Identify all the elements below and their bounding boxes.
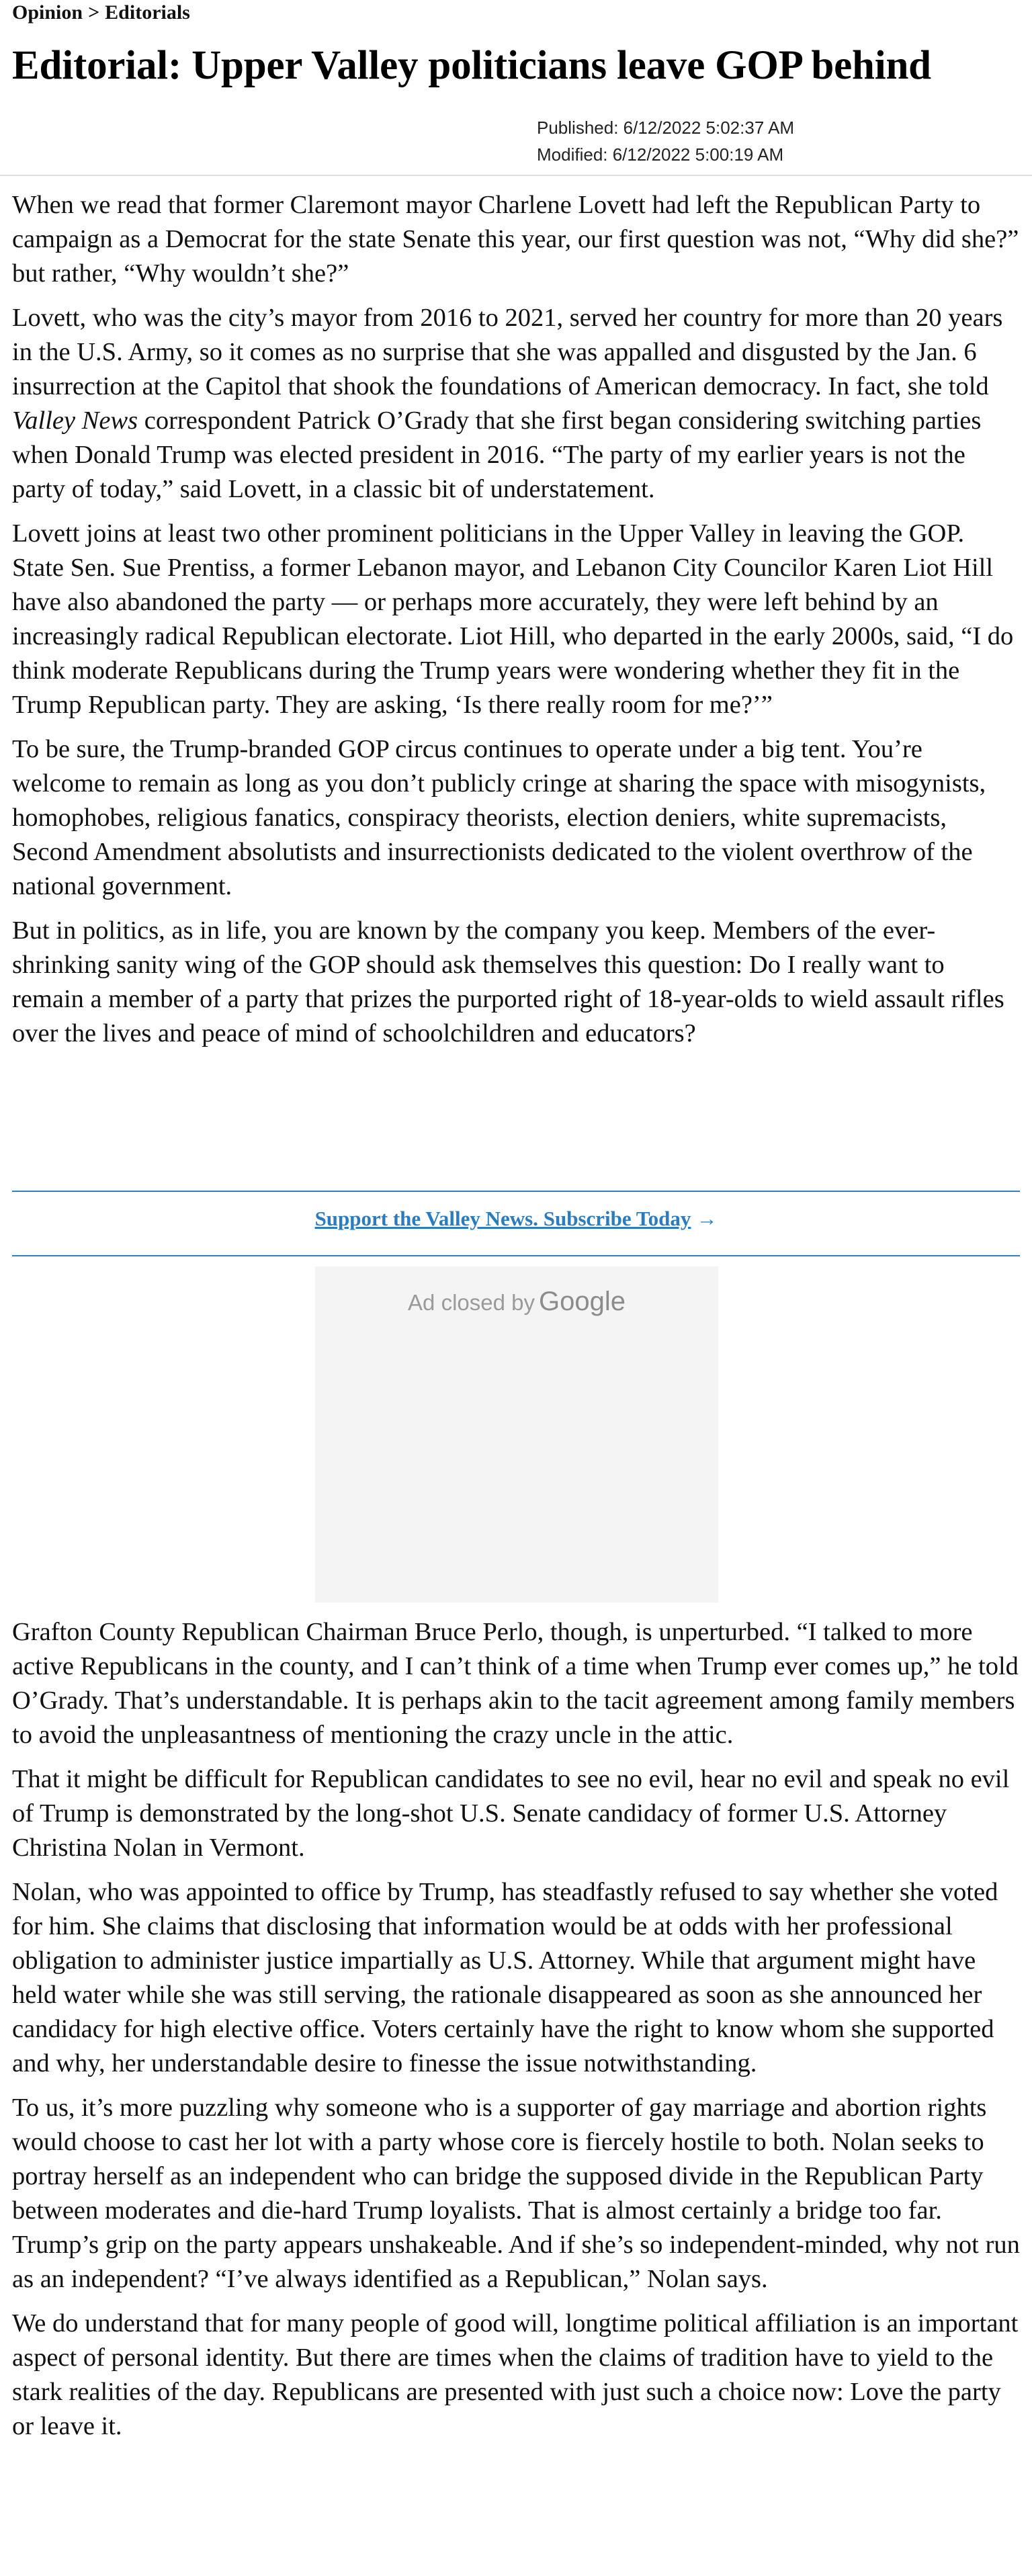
article-paragraph: We do understand that for many people of good will, longtime political affiliation is an important aspect of personal identity. But there are times when the claims of tradition have to yield to the stark realities of the day. Republicans are presented with just such a choice now: Love the party or leave it. [12,2309,1019,2440]
paragraph-text: Lovett, who was the city’s mayor from 2016 to 2021, served her country for more than 20 years in the U.S. Army, so it comes as no surprise that she was appalled and disgusted by the Jan. 6 insurrection at the Capitol that shook the foundations of American democracy. In fact, she told [12,304,1003,400]
arrow-right-icon: → [696,1207,718,1230]
article-paragraph [12,301,1020,507]
paragraph-text: correspondent Patrick O’Grady that she first began considering switching parties when Donald Trump was elected president in 2016. “The party of my earlier years is not the party of today,” said Lovett, in a classic bit of understatement. [12,406,982,503]
article-paragraph: When we read that former Claremont mayor Charlene Lovett had left the Republican Party to campaign as a Democrat for the state Senate this year, our first question was not, “Why did she?” but rather, “Why wouldn’t she?” [12,191,1019,288]
modified-date: Modified: 6/12/2022 5:00:19 AM [537,144,784,165]
subscribe-link-label: Support the Valley News. Subscribe Today [314,1207,691,1230]
ad-slot [315,1266,718,1602]
article-paragraph: To be sure, the Trump-branded GOP circus continues to operate under a big tent. You’re welcome to remain as long as you don’t publicly cringe at sharing the space with misogynists, homophobes, religious fanatics, conspiracy theorists, election deniers, white supremacists, Second Amendment absolutists and insurrectionists dedicated to the violent overthrow of the national government. [12,735,986,900]
article-paragraph: Lovett joins at least two other prominent politicians in the Upper Valley in leaving the GOP. State Sen. Sue Prentiss, a former Lebanon mayor, and Lebanon City Councilor Karen Liot Hill have also abandoned the party — or perhaps more accurately, they were left behind by an increasingly radical Republican electorate. Liot Hill, who departed in the early 2000s, said, “I do think moderate Republicans during the Trump years were wondering whether they fit in the Trump Republican party. They are asking, ‘Is there really room for me?’” [12,519,1014,719]
header-divider [0,175,1032,176]
article-paragraph: Nolan, who was appointed to office by Trump, has steadfastly refused to say whether she voted for him. She claims that disclosing that information would be at odds with her professional obligation to administer justice impartially as U.S. Attorney. While that argument might have held water while she was still serving, the rationale disappeared as soon as she announced her candidacy for high elective office. Voters certainly have the right to know whom she supported and why, her understandable desire to finesse the issue notwithstanding. [12,1878,998,2077]
article-dates [537,114,794,168]
publication-name: Valley News [12,406,138,435]
article-paragraph: To us, it’s more puzzling why someone who is a supporter of gay marriage and abortion rights would choose to cast her lot with a party whose core is fiercely hostile to both. Nolan seeks to portray herself as an independent who can bridge the supposed divide in the Republican Party between moderates and die-hard Trump loyalists. That is almost certainly a bridge too far. Trump’s grip on the party appears unshakeable. And if she’s so independent-minded, why not run as an independent? “I’ve always identified as a Republican,” Nolan says. [12,2094,1020,2293]
subscribe-banner [0,1205,1032,1232]
google-logo: Google [538,1287,626,1316]
breadcrumb-separator: > [88,1,100,24]
ad-closed-label: Ad closed by [408,1290,535,1315]
ad-closed-notice [408,1287,626,1317]
breadcrumb [12,1,190,24]
article-headline: Editorial: Upper Valley politicians leave GOP behind [12,43,931,88]
article-paragraph: But in politics, as in life, you are known by the company you keep. Members of the ever-shrinking sanity wing of the GOP should ask themselves this question: Do I really want to remain a member of a party that prizes the purported right of 18-year-olds to wield assault rifles over the lives and peace of mind of schoolchildren and educators? [12,916,1004,1047]
article-body-bottom [12,1615,1020,2444]
breadcrumb-opinion-link[interactable]: Opinion [12,1,83,24]
subscribe-bottom-rule [12,1255,1020,1256]
article-paragraph: Grafton County Republican Chairman Bruce Perlo, though, is unperturbed. “I talked to more active Republicans in the county, and I can’t think of a time when Trump ever comes up,” he told O’Grady. That’s understandable. It is perhaps akin to the tacit agreement among family members to avoid the unpleasantness of mentioning the crazy uncle in the attic. [12,1618,1019,1749]
subscribe-top-rule [12,1191,1020,1192]
article-paragraph: That it might be difficult for Republican candidates to see no evil, hear no evil and speak no evil of Trump is demonstrated by the long-shot U.S. Senate candidacy of former U.S. Attorney Christina Nolan in Vermont. [12,1765,1010,1862]
subscribe-link[interactable] [315,1207,718,1230]
breadcrumb-editorials-link[interactable]: Editorials [105,1,190,24]
published-date: Published: 6/12/2022 5:02:37 AM [537,118,795,138]
article-body-top [12,188,1020,1051]
